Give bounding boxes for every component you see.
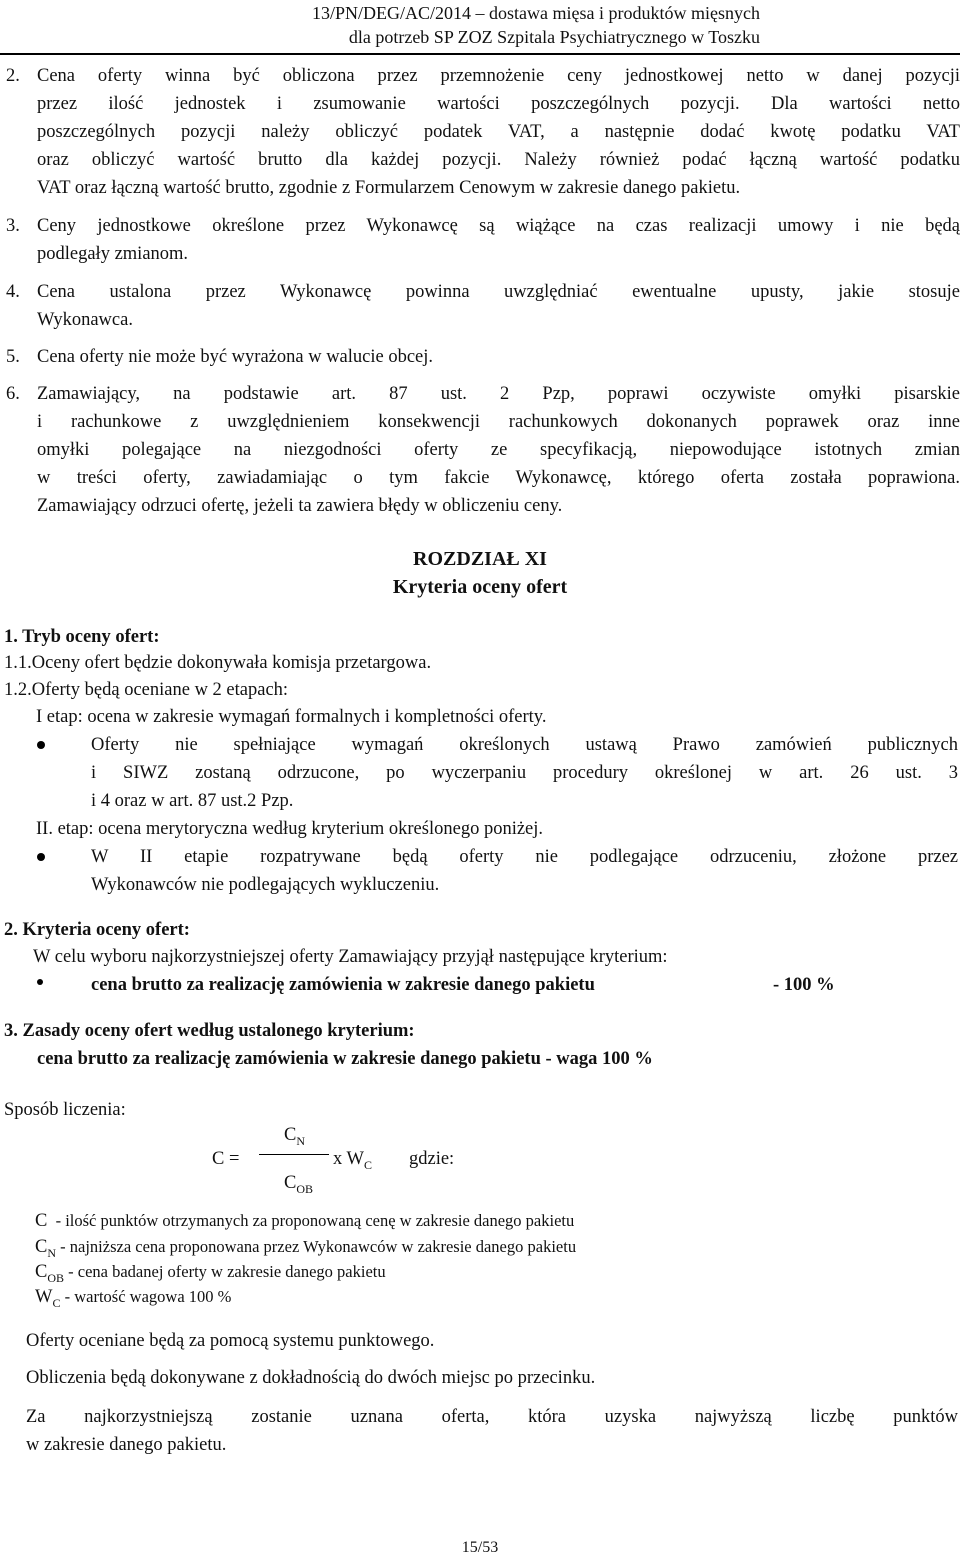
item-5-text: Cena oferty nie może być wyrażona w walucie obcej. <box>37 347 434 367</box>
item-3-line: podlegały zmianom. <box>37 244 189 264</box>
item-6-line: w treści oferty, zawiadamiając o tym fakcie Wykonawcę, którego oferta została poprawiona. <box>37 468 960 488</box>
denominator-subscript: OB <box>296 1182 314 1196</box>
bullet-1-line: i 4 oraz w art. 87 ust.2 Pzp. <box>91 791 294 811</box>
criterion-weight: - 100 % <box>773 975 835 995</box>
multiplier-symbol: x W <box>333 1149 365 1169</box>
chapter-title: ROZDZIAŁ XI <box>413 548 547 570</box>
section-2-heading: 2. Kryteria oceny ofert: <box>4 920 190 940</box>
formula-label: Sposób liczenia: <box>4 1100 126 1120</box>
item-6-line: Zamawiający, na podstawie art. 87 ust. 2 Pzp, poprawi oczywiste omyłki pisarskie <box>37 384 960 404</box>
closing-paragraph-line: w zakresie danego pakietu. <box>26 1435 227 1455</box>
section-3-heading: 3. Zasady oceny ofert według ustalonego kryterium: <box>4 1021 415 1041</box>
item-4-line: Wykonawca. <box>37 310 133 330</box>
header-rule <box>0 53 960 55</box>
bullet-icon <box>37 853 45 861</box>
numerator-symbol: C <box>284 1125 297 1145</box>
item-number: 2. <box>6 66 20 86</box>
header-line-1: 13/PN/DEG/AC/2014 – dostawa mięsa i produktów mięsnych <box>312 3 760 23</box>
item-6-line: omyłki polegające na niezgodności oferty ze specyfikacją, niepowodujące istotnych zmian <box>37 440 960 460</box>
multiplier-subscript: C <box>364 1158 373 1172</box>
formula-where: gdzie: <box>409 1149 455 1169</box>
item-4-line: Cena ustalona przez Wykonawcę powinna uwzględniać ewentualne upusty, jakie stosuje <box>37 282 960 302</box>
legend-subscript: N <box>47 1246 57 1260</box>
bullet-icon <box>37 979 43 985</box>
formula-denominator <box>284 1169 313 1198</box>
legend-symbol: C <box>35 1262 48 1282</box>
page-number: 15/53 <box>461 1539 499 1556</box>
item-2-line: Cena oferty winna być obliczona przez przemnożenie ceny jednostkowej netto w danej pozycji <box>37 66 960 86</box>
bullet-1-line: i SIWZ zostaną odrzucone, po wyczerpaniu procedury określonej w art. 26 ust. 3 <box>91 763 958 783</box>
section-1-1: 1.1.Oceny ofert będzie dokonywała komisja przetargowa. <box>4 653 432 673</box>
item-number: 5. <box>6 347 20 367</box>
denominator-symbol: C <box>284 1173 297 1193</box>
section-1-heading: 1. Tryb oceny ofert: <box>4 627 160 647</box>
legend-symbol: C <box>35 1211 48 1231</box>
item-3-line: Ceny jednostkowe określone przez Wykonawcę są wiążące na czas realizacji umowy i nie będą <box>37 216 960 236</box>
item-number: 3. <box>6 216 20 236</box>
legend-subscript: OB <box>47 1271 65 1285</box>
item-6-line: i rachunkowe z uwzględnieniem konsekwencji rachunkowych dokonanych poprawek oraz inne <box>37 412 960 432</box>
legend-symbol: W <box>35 1287 53 1307</box>
fraction-bar <box>259 1154 329 1155</box>
section-2-intro: W celu wyboru najkorzystniejszej oferty Zamawiający przyjął następujące kryterium: <box>33 947 668 967</box>
formula-numerator <box>284 1121 305 1150</box>
item-2-line: oraz obliczyć wartość brutto dla każdej pozycji. Należy również podać łączną wartość podatku <box>37 150 960 170</box>
item-number: 6. <box>6 384 20 404</box>
bullet-1-line: Oferty nie spełniające wymagań określonych ustawą Prawo zamówień publicznych <box>91 735 958 755</box>
bullet-2-line: W II etapie rozpatrywane będą oferty nie podlegające odrzuceniu, złożone przez <box>91 847 958 867</box>
closing-paragraph: Obliczenia będą dokonywane z dokładnością do dwóch miejsc po przecinku. <box>26 1368 596 1388</box>
stage-2: II. etap: ocena merytoryczna według kryterium określonego poniżej. <box>36 819 544 839</box>
formula-lhs: C = <box>212 1149 240 1169</box>
legend-row <box>35 1207 574 1236</box>
section-1-2: 1.2.Oferty będą oceniane w 2 etapach: <box>4 680 289 700</box>
legend-subscript: C <box>52 1296 61 1310</box>
section-3-subheading: cena brutto za realizację zamówienia w zakresie danego pakietu - waga 100 % <box>37 1049 653 1069</box>
legend-description: - wartość wagowa 100 % <box>60 1287 232 1306</box>
chapter-subtitle: Kryteria oceny ofert <box>392 576 568 598</box>
item-2-line: poszczególnych pozycji należy obliczyć podatek VAT, a następnie dodać kwotę podatku VAT <box>37 122 960 142</box>
item-2-line: VAT oraz łączną wartość brutto, zgodnie z Formularzem Cenowym w zakresie danego pakietu. <box>37 178 741 198</box>
legend-description: - najniższa cena proponowana przez Wykonawców w zakresie danego pakietu <box>56 1237 577 1256</box>
criterion: cena brutto za realizację zamówienia w zakresie danego pakietu <box>91 975 595 995</box>
item-2-line: przez ilość jednostek i zsumowanie wartości poszczególnych pozycji. Dla wartości netto <box>37 94 960 114</box>
closing-paragraph-line: Za najkorzystniejszą zostanie uznana oferta, która uzyska najwyższą liczbę punktów <box>26 1407 958 1427</box>
legend-row <box>35 1283 231 1312</box>
closing-paragraph: Oferty oceniane będą za pomocą systemu punktowego. <box>26 1331 435 1351</box>
stage-1: I etap: ocena w zakresie wymagań formalnych i kompletności oferty. <box>36 707 547 727</box>
legend-description: - ilość punktów otrzymanych za proponowaną cenę w zakresie danego pakietu <box>47 1211 575 1230</box>
item-6-line: Zamawiający odrzuci ofertę, jeżeli ta zawiera błędy w obliczeniu ceny. <box>37 496 563 516</box>
legend-symbol: C <box>35 1237 48 1257</box>
legend-description: - cena badanej oferty w zakresie danego pakietu <box>64 1262 386 1281</box>
formula-multiplier <box>333 1145 372 1174</box>
numerator-subscript: N <box>296 1134 306 1148</box>
bullet-2-line: Wykonawców nie podlegających wykluczeniu. <box>91 875 440 895</box>
header-line-2: dla potrzeb SP ZOZ Szpitala Psychiatrycznego w Toszku <box>348 27 760 47</box>
item-number: 4. <box>6 282 20 302</box>
bullet-icon <box>37 741 45 749</box>
